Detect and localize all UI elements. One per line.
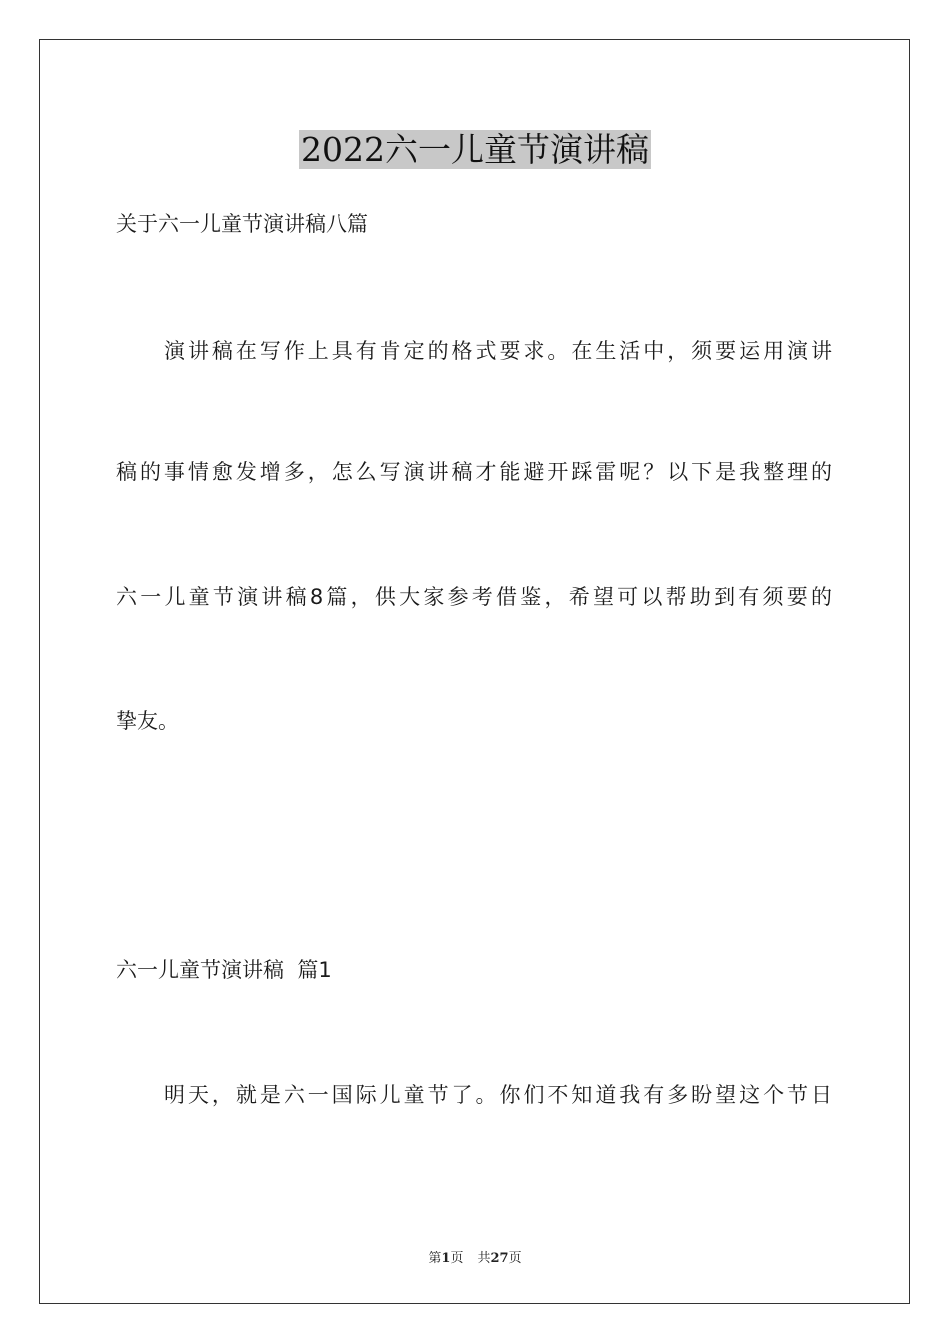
total-suffix: 页 bbox=[508, 1251, 522, 1266]
section-first-line: 明天，就是六一国际儿童节了。你们不知道我有多盼望这个节日 bbox=[164, 1083, 832, 1107]
intro-line-4: 挚友。 bbox=[116, 709, 179, 733]
intro-line-1: 演讲稿在写作上具有肯定的格式要求。在生活中，须要运用演讲 bbox=[164, 339, 832, 363]
section-heading: 六一儿童节演讲稿 篇1 bbox=[116, 958, 332, 982]
intro-line-2: 稿的事情愈发增多，怎么写演讲稿才能避开踩雷呢？以下是我整理的 bbox=[116, 460, 832, 484]
total-pages: 27 bbox=[490, 1251, 509, 1266]
page-current: 1 bbox=[441, 1251, 451, 1266]
page-footer bbox=[0, 1247, 950, 1266]
page-prefix: 第 bbox=[428, 1251, 442, 1266]
subtitle: 关于六一儿童节演讲稿八篇 bbox=[116, 212, 368, 236]
title-text: 2022六一儿童节演讲稿 bbox=[301, 130, 649, 169]
intro-line-3: 六一儿童节演讲稿8篇，供大家参考借鉴，希望可以帮助到有须要的 bbox=[116, 585, 832, 609]
document-title bbox=[0, 128, 950, 172]
page-suffix: 页 bbox=[450, 1251, 464, 1266]
total-prefix: 共 bbox=[477, 1251, 491, 1266]
